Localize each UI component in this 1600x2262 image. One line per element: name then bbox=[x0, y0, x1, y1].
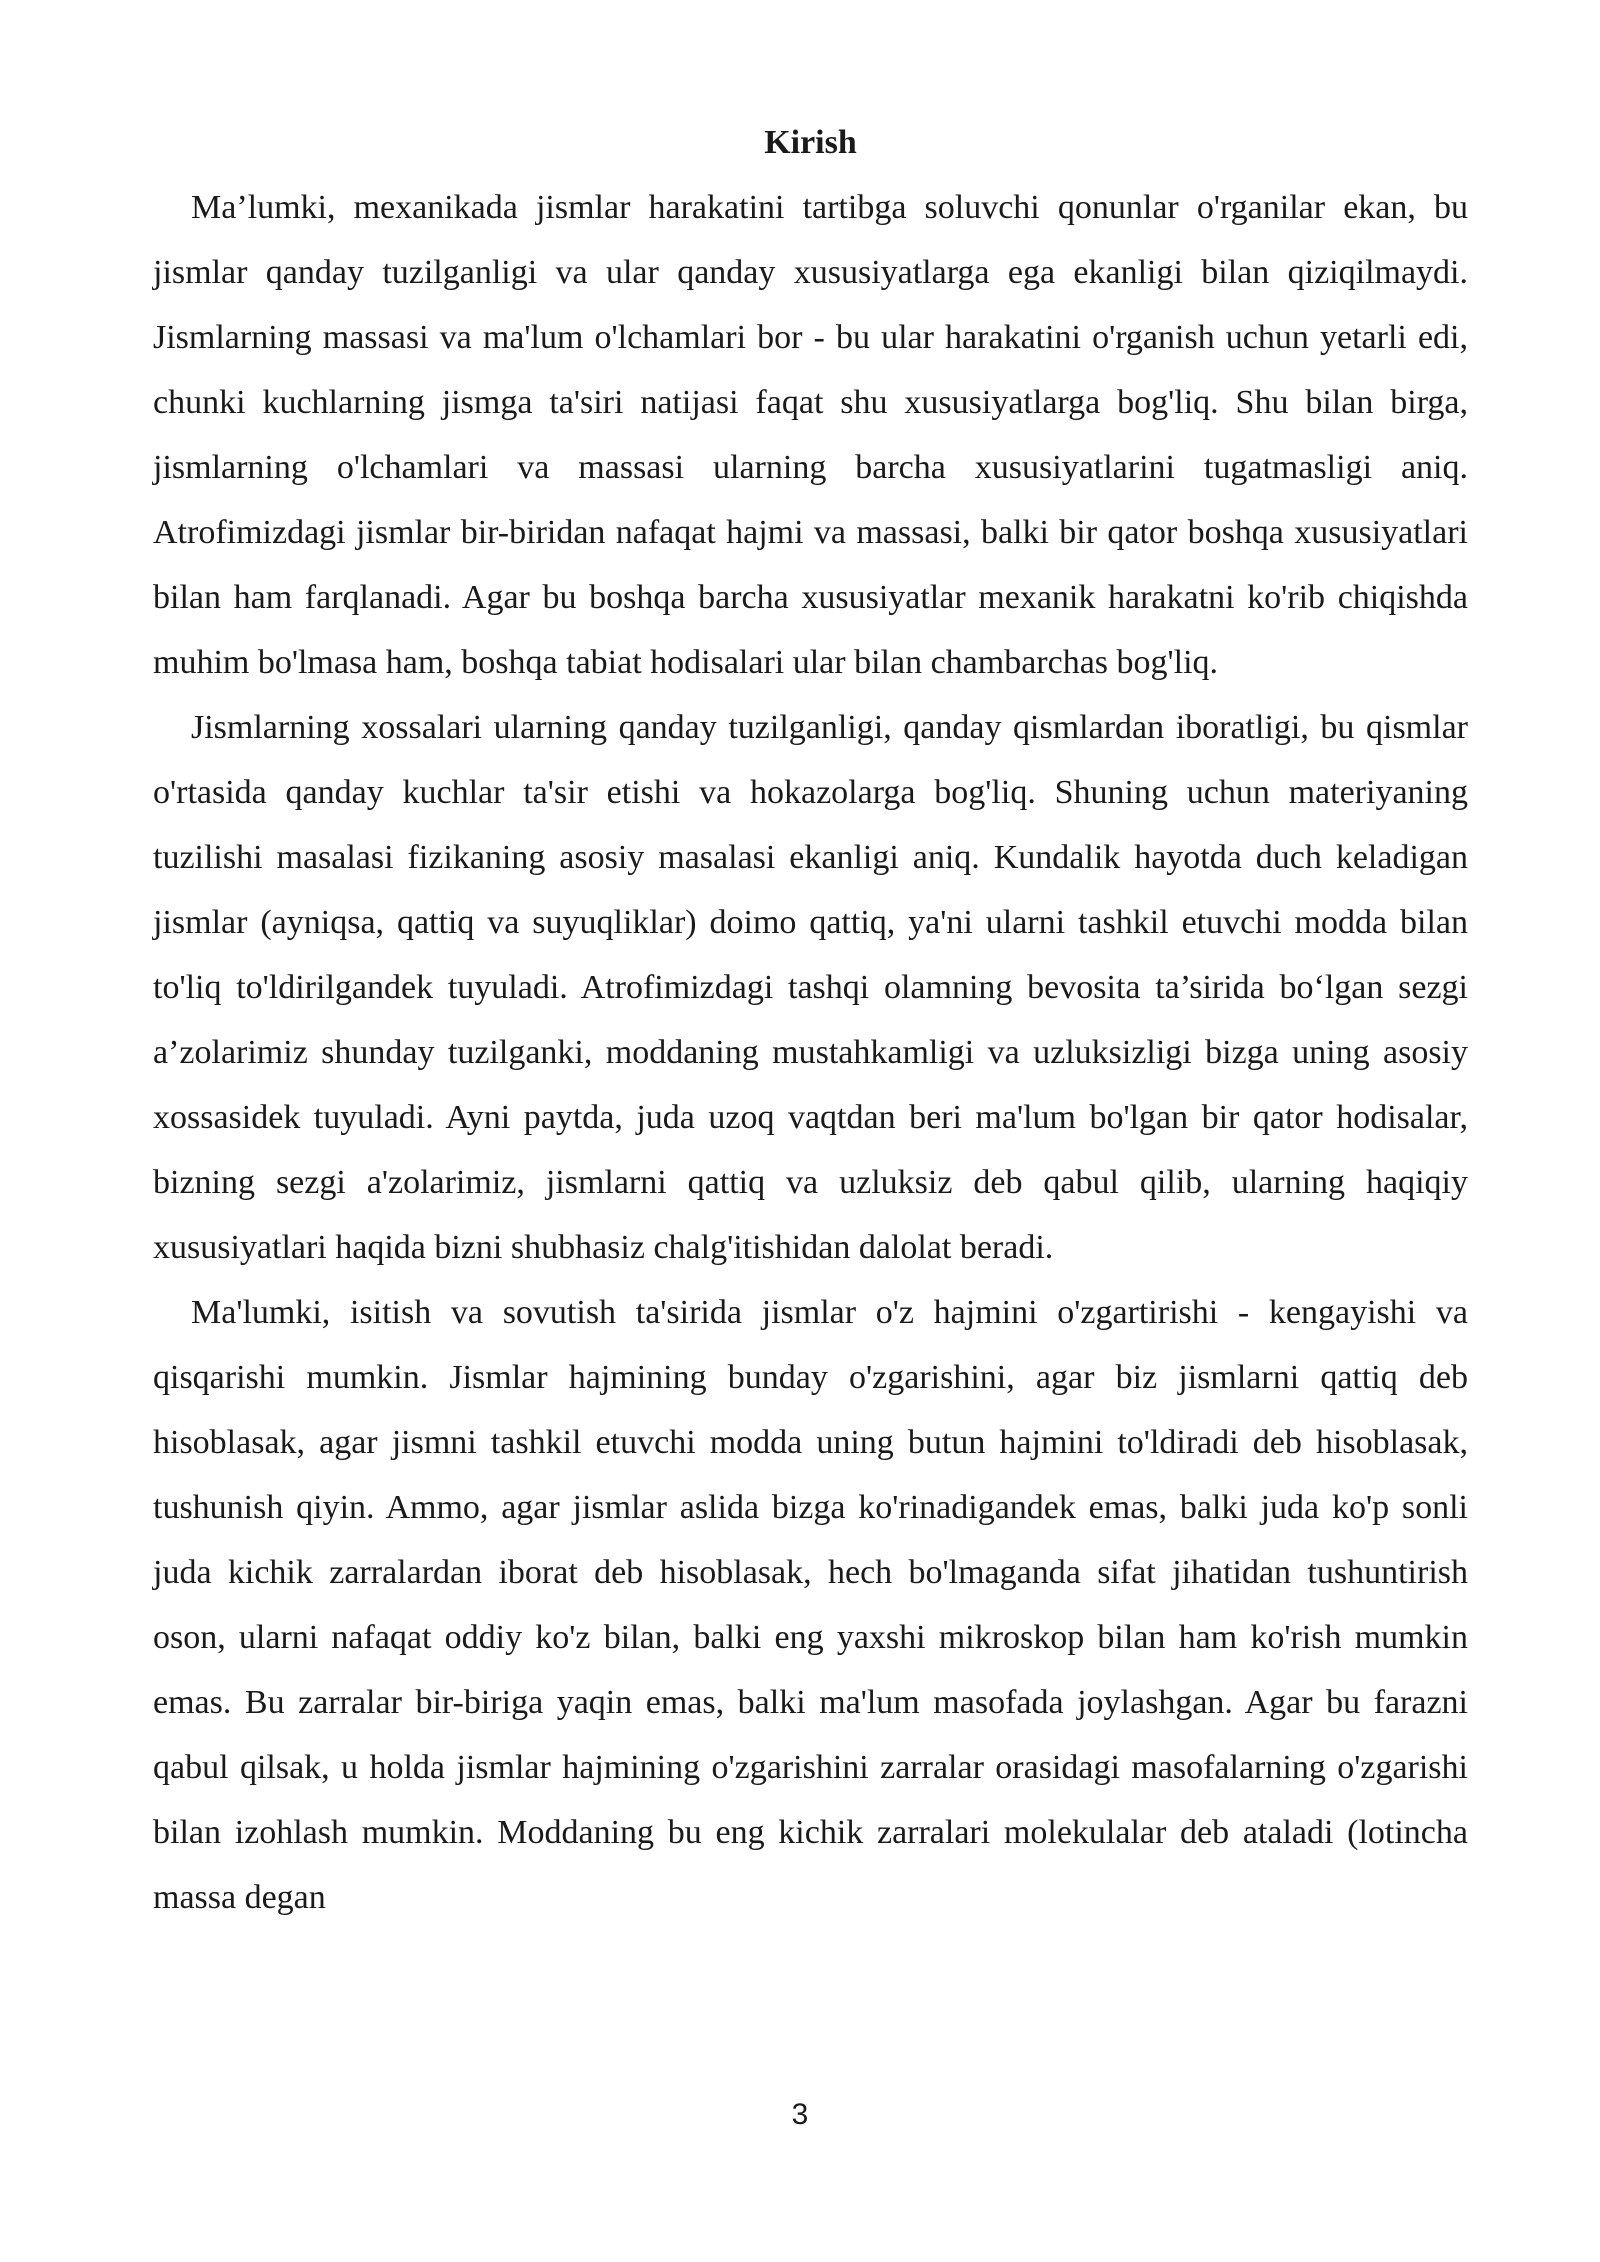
page-number: 3 bbox=[791, 2098, 809, 2131]
paragraph-3: Ma'lumki, isitish va sovutish ta'sirida jismlar o'z hajmini o'zgartirishi - kengayishi va qisqarishi mumkin. Jismlar hajmining bunday o'zgarishini, agar biz jismlarni qattiq deb hisoblasak, agar jismni tashkil etuvchi modda uning butun hajmini to'ldiradi deb hisoblasak, tushunish qiyin. Ammo, agar jismlar aslida bizga ko'rinadigandek emas, balki juda ko'p sonli juda kichik zarralardan iborat deb hisoblasak, hech bo'lmaganda sifat jihatidan tushuntirish oson, ularni nafaqat oddiy ko'z bilan, balki eng yaxshi mikroskop bilan ham ko'rish mumkin emas. Bu zarralar bir-biriga yaqin emas, balki ma'lum masofada joylashgan. Agar bu farazni qabul qilsak, u holda jismlar hajmining o'zgarishini zarralar orasidagi masofalarning o'zgarishi bilan izohlash mumkin. Moddaning bu eng kichik zarralari molekulalar deb ataladi (lotincha massa degan bbox=[153, 1294, 1468, 1916]
section-title: Kirish bbox=[764, 124, 857, 161]
page-body bbox=[153, 110, 1468, 1930]
paragraph-1: Ma’lumki, mexanikada jismlar harakatini tartibga soluvchi qonunlar o'rganilar ekan, bu jismlar qanday tuzilganligi va ular qanday xususiyatlarga ega ekanligi bilan qiziqilmaydi. Jismlarning massasi va ma'lum o'lchamlari bor - bu ular harakatini o'rganish uchun yetarli edi, chunki kuchlarning jismga ta'siri natijasi faqat shu xususiyatlarga bog'liq. Shu bilan birga, jismlarning o'lchamlari va massasi ularning barcha xususiyatlarini tugatmasligi aniq. Atrofimizdagi jismlar bir-biridan nafaqat hajmi va massasi, balki bir qator boshqa xususiyatlari bilan ham farqlanadi. Agar bu boshqa barcha xususiyatlar mexanik harakatni ko'rib chiqishda muhim bo'lmasa ham, boshqa tabiat hodisalari ular bilan chambarchas bog'liq. bbox=[153, 189, 1468, 681]
paragraph-2: Jismlarning xossalari ularning qanday tuzilganligi, qanday qismlardan iboratligi, bu qismlar o'rtasida qanday kuchlar ta'sir etishi va hokazolarga bog'liq. Shuning uchun materiyaning tuzilishi masalasi fizikaning asosiy masalasi ekanligi aniq. Kundalik hayotda duch keladigan jismlar (ayniqsa, qattiq va suyuqliklar) doimo qattiq, ya'ni ularni tashkil etuvchi modda bilan to'liq to'ldirilgandek tuyuladi. Atrofimizdagi tashqi olamning bevosita ta’sirida boʻlgan sezgi a’zolarimiz shunday tuzilganki, moddaning mustahkamligi va uzluksizligi bizga uning asosiy xossasidek tuyuladi. Ayni paytda, juda uzoq vaqtdan beri ma'lum bo'lgan bir qator hodisalar, bizning sezgi a'zolarimiz, jismlarni qattiq va uzluksiz deb qabul qilib, ularning haqiqiy xususiyatlari haqida bizni shubhasiz chalg'itishidan dalolat beradi. bbox=[153, 709, 1468, 1266]
